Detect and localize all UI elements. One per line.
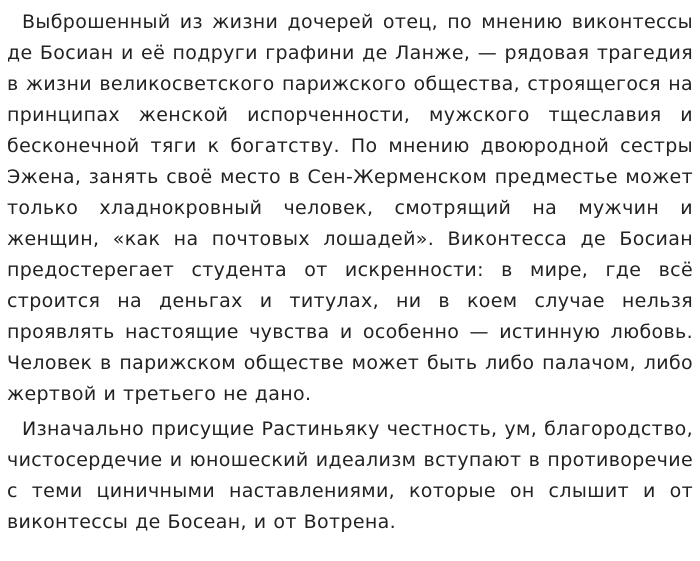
document-body — [7, 7, 693, 538]
paragraph-1: Выброшенный из жизни дочерей отец, по мнению виконтессы де Босиан и её подруги графини де Ланже, — рядовая трагедия в жизни великосветского парижского общества, строящегося на принципах женской испорченности, мужского тщеславия и бесконечной тяги к богатству. По мнению двоюродной сестры Эжена, занять своё место в Сен-Жерменском предместье может только хладнокровный человек, смотрящий на мужчин и женщин, «как на почтовых лошадей». Виконтесса де Босиан предостерегает студента от искренности: в мире, где всё строится на деньгах и титулах, ни в коем случае нельзя проявлять настоящие чувства и особенно — истинную любовь. Человек в парижском обществе может быть либо палачом, либо жертвой и третьего не дано. — [7, 11, 693, 405]
paragraph-2: Изначально присущие Растиньяку честность, ум, благородство, чистосердечие и юношеский идеализм вступают в противоречие с теми циничными наставлениями, которые он слышит и от виконтессы де Босеан, и от Вотрена. — [7, 418, 693, 533]
